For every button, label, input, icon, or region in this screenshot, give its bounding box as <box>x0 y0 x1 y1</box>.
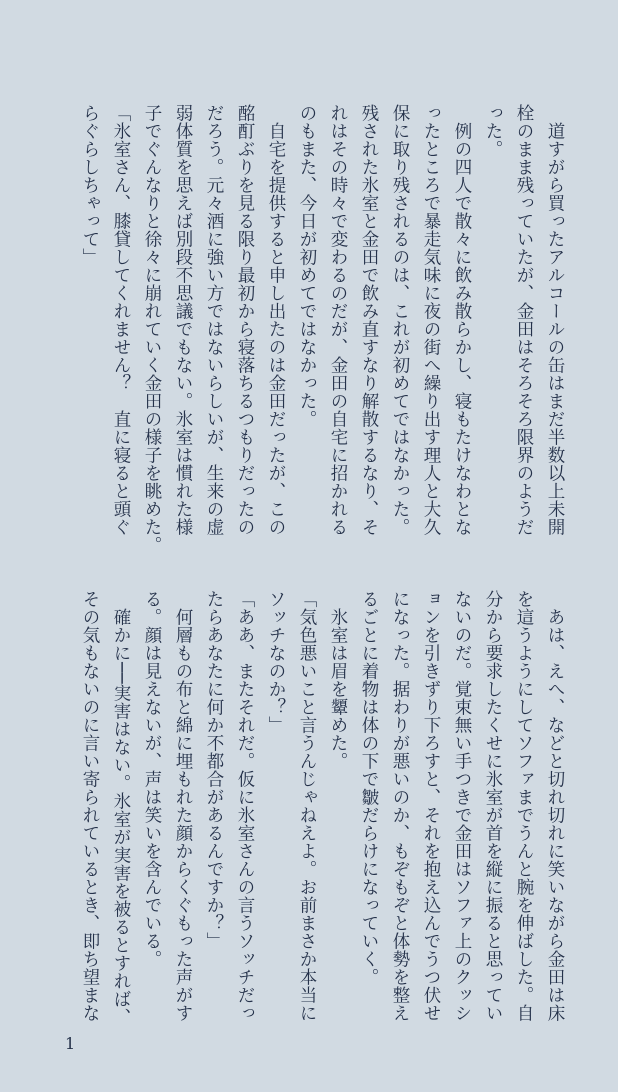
lower-text-block <box>74 590 570 1030</box>
text-line: れはその時々で変わるのだが、金田の自宅に招かれる <box>328 104 348 536</box>
text-line: 分から要求したくせに氷室が首を縦に振ると思ってい <box>483 590 503 1022</box>
text-line: ないのだ。覚束無い手つきで金田はソファ上のクッシ <box>452 590 472 1022</box>
text-line: るごとに着物は体の下で皺だらけになっていく。 <box>359 590 379 986</box>
page-number: 1 <box>65 1034 76 1053</box>
text-line: その気もないのに言い寄られているとき、即ち望まな <box>80 590 100 1022</box>
text-line: 自宅を提供すると申し出たのは金田だったが、この <box>266 104 286 536</box>
text-line: らぐらしちゃって」 <box>80 104 100 266</box>
text-line: った。 <box>483 104 503 158</box>
text-line: になった。据わりが悪いのか、もぞもぞと体勢を整え <box>390 590 410 1022</box>
text-line: 「ああ、またそれだ。仮に氷室さんの言うソッチだっ <box>235 590 255 1022</box>
text-line: 「気色悪いこと言うんじゃねえよ。お前まさか本当に <box>297 590 317 1022</box>
text-line: 弱体質を思えば別段不思議でもない。氷室は慣れた様 <box>173 104 193 536</box>
text-line: だろう。元々酒に強い方ではないらしいが、生来の虚 <box>204 104 224 536</box>
text-line: 氷室は眉を顰めた。 <box>328 590 348 770</box>
text-line: 何層もの布と綿に埋もれた顔からくぐもった声がす <box>173 590 193 1022</box>
text-line: のもまた、今日が初めてではなかった。 <box>297 104 317 428</box>
text-line: 栓のまま残っていたが、金田はそろそろ限界のようだ <box>514 104 534 536</box>
text-line: 子でぐんなりと徐々に崩れていく金田の様子を眺めた。 <box>142 104 162 554</box>
upper-text-block <box>74 104 570 554</box>
text-line: ったところで暴走気味に夜の街へ繰り出す理人と大久 <box>421 104 441 536</box>
text-line: ョンを引きずり下ろすと、それを抱え込んでうつ伏せ <box>421 590 441 1022</box>
text-line: 例の四人で散々に飲み散らかし、寝もたけなわとな <box>452 104 472 536</box>
text-line: 酩酊ぶりを見る限り最初から寝落ちるつもりだったの <box>235 104 255 536</box>
text-line: る。顔は見えないが、声は笑いを含んでいる。 <box>142 590 162 968</box>
text-line: たらあなたに何か不都合があるんですか？」 <box>204 590 224 950</box>
text-line: 保に取り残されるのは、これが初めてではなかった。 <box>390 104 410 536</box>
text-line: 確かに──実害はない。氷室が実害を被るとすれば、 <box>111 590 131 1027</box>
text-line: を這うようにしてソファまでうんと腕を伸ばした。自 <box>514 590 534 1022</box>
text-line: あは、えへ、などと切れ切れに笑いながら金田は床 <box>545 590 565 1022</box>
text-line: 残された氷室と金田で飲み直すなり解散するなり、そ <box>359 104 379 536</box>
text-line: 「氷室さん、膝貸してくれません？ 直に寝ると頭ぐ <box>111 104 131 536</box>
text-line: 道すがら買ったアルコールの缶はまだ半数以上未開 <box>545 104 565 536</box>
text-line: ソッチなのか？」 <box>266 590 286 734</box>
